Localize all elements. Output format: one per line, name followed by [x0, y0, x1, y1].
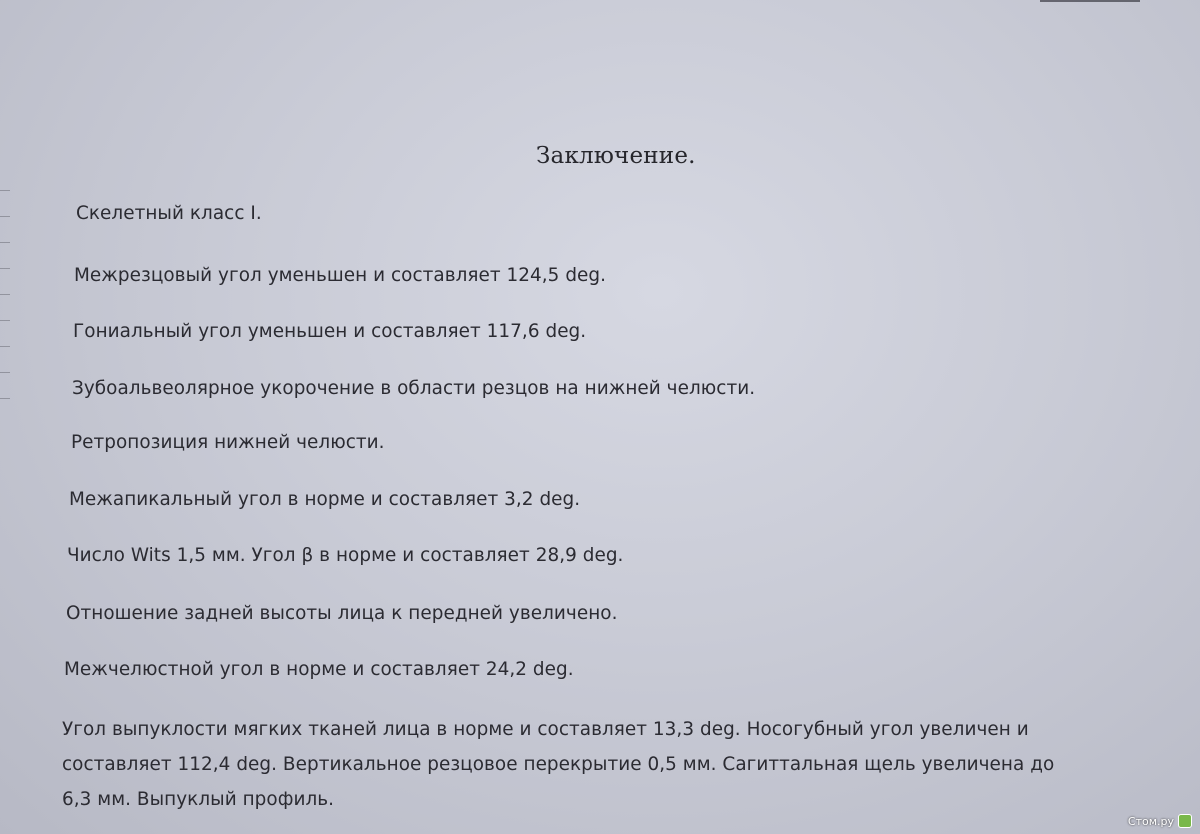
document-title: Заключение.: [536, 143, 696, 169]
conclusion-line: Межчелюстной угол в норме и составляет 24,2 deg.: [64, 659, 574, 680]
conclusion-line: Число Wits 1,5 мм. Угол β в норме и составляет 28,9 deg.: [67, 545, 624, 566]
conclusion-line: Скелетный класс I.: [76, 203, 262, 224]
conclusion-line: Ретропозиция нижней челюсти.: [71, 432, 385, 453]
paragraph-line: составляет 112,4 deg. Вертикальное резцовое перекрытие 0,5 мм. Сагиттальная щель увеличена до: [62, 754, 1055, 775]
paragraph-line: 6,3 мм. Выпуклый профиль.: [62, 789, 335, 810]
watermark-text: Стом.ру: [1127, 814, 1174, 828]
paragraph-line: Угол выпуклости мягких тканей лица в норме и составляет 13,3 deg. Носогубный угол увеличен и: [62, 719, 1029, 740]
paper-edge-line: [1040, 0, 1140, 2]
site-watermark: [1128, 814, 1192, 828]
site-logo-icon: [1178, 814, 1192, 828]
conclusion-line: Гониальный угол уменьшен и составляет 117,6 deg.: [73, 321, 587, 342]
margin-marks: [0, 190, 10, 420]
conclusion-line: Зубоальвеолярное укорочение в области резцов на нижней челюсти.: [72, 378, 756, 399]
conclusion-line: Отношение задней высоты лица к передней увеличено.: [66, 603, 618, 624]
final-paragraph: [62, 712, 1142, 817]
conclusion-line: Межрезцовый угол уменьшен и составляет 124,5 deg.: [74, 265, 607, 286]
conclusion-line: Межапикальный угол в норме и составляет 3,2 deg.: [69, 489, 581, 510]
